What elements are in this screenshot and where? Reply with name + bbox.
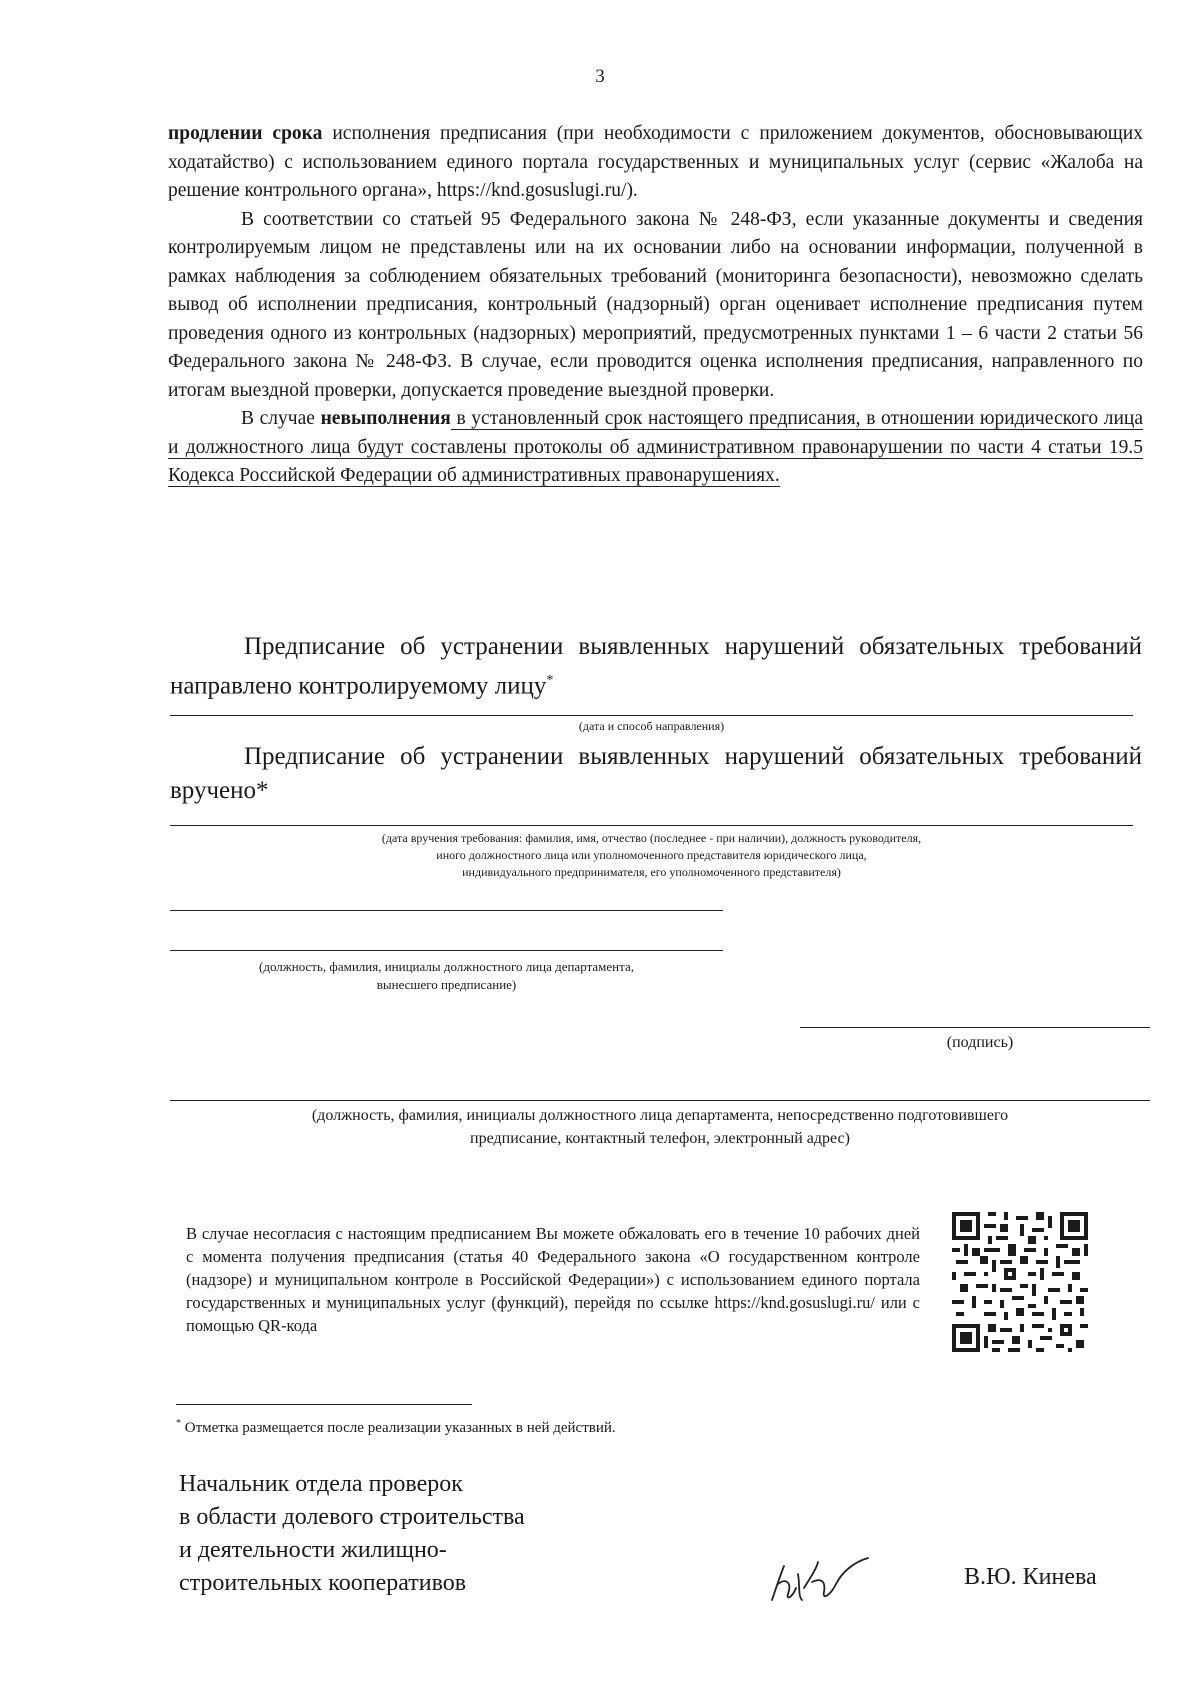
body-text <box>168 120 1143 491</box>
preparer-caption-line: предписание, контактный телефон, электронный адрес) <box>470 1130 850 1147</box>
issuer-line-2 <box>170 950 723 951</box>
issuer-line-1 <box>170 910 723 911</box>
page-number: 3 <box>595 66 605 87</box>
footnote-mark: * <box>176 1418 181 1429</box>
sent-date-line <box>170 715 1133 716</box>
signatory-title <box>179 1468 525 1600</box>
paragraph-extension <box>168 120 1143 206</box>
issuer-caption <box>170 958 723 994</box>
sent-caption: (дата и способ направления) <box>578 719 725 733</box>
footnote <box>176 1418 616 1437</box>
signatory-title-line: Начальник отдела проверок <box>179 1471 463 1497</box>
sent-statement-text: Предписание об устранении выявленных нарушений обязательных требований направлено контролируемому лицу <box>170 633 1142 700</box>
appeal-text: В случае несогласия с настоящим предписанием Вы можете обжаловать его в течение 10 рабочих дней с момента получения предписания (статья 40 Федерального закона «О государственном контроле (надзоре) и муниципальном контроле в Российской Федерации») с использованием единого портала государственных и муниципальных услуг (функций), перейдя по ссылке https://knd.gosuslugi.ru/ или с помощью QR-кода <box>186 1224 920 1335</box>
delivered-statement <box>170 740 1142 808</box>
issuer-caption-line: (должность, фамилия, инициалы должностного лица департамента, <box>259 959 634 974</box>
signatory-title-line: и деятельности жилищно- <box>179 1537 447 1563</box>
footnote-separator <box>176 1404 472 1405</box>
footnote-mark: * <box>546 673 554 688</box>
paragraph-non-compliance-text: в установленный срок настоящего предписания, в отношении юридического лица и должностного лица будут составлены протоколы об административном правонарушении по части 4 статьи 19.5 Кодекса Российской Федерации об административных правонарушениях. <box>168 408 1143 486</box>
footnote-mark: * <box>256 777 269 804</box>
preparer-caption-line: (должность, фамилия, инициалы должностного лица департамента, непосредственно подготовившего <box>311 1107 1009 1124</box>
paragraph-non-compliance-start: В случае <box>241 408 321 429</box>
delivered-caption-line: (дата вручения требования: фамилия, имя, отчество (последнее - при наличии), должность руководителя, <box>381 831 922 845</box>
delivered-caption <box>170 830 1133 881</box>
paragraph-article-95: В соответствии со статьей 95 Федерального закона № 248-ФЗ, если указанные документы и сведения контролируемым лицом не представлены или на их основании либо на основании информации, полученной в рамках наблюдения за соблюдением обязательных требований (мониторинга безопасности), невозможно сделать вывод об исполнении предписания, контрольный (надзорный) орган оценивает исполнение предписания путем проведения одного из контрольных (надзорных) мероприятий, предусмотренных пунктами 1 – 6 части 2 статьи 56 Федерального закона № 248-ФЗ. В случае, если проводится оценка исполнения предписания, направленного по итогам выездной проверки, допускается проведение выездной проверки. <box>168 208 1143 401</box>
footnote-text: Отметка размещается после реализации указанных в ней действий. <box>181 1420 616 1436</box>
preparer-caption <box>170 1104 1150 1150</box>
paragraph-extension-text: исполнения предписания (при необходимости с приложением документов, обосновывающих ходатайство) с использованием единого портала государственных и муниципальных услуг (сервис «Жалоба на решение контрольного органа», https://knd.gosuslugi.ru/). <box>168 123 1143 201</box>
handwritten-signature <box>764 1548 874 1608</box>
signature-line <box>800 1027 1150 1028</box>
issuer-caption-line: вынесшего предписание) <box>376 977 517 992</box>
signatory-name: В.Ю. Кинева <box>964 1564 1097 1590</box>
paragraph-non-compliance <box>168 405 1143 491</box>
delivered-caption-line: иного должностного лица или уполномоченного представителя юридического лица, <box>436 848 867 862</box>
delivered-statement-text: Предписание об устранении выявленных нарушений обязательных требований вручено <box>170 743 1142 804</box>
delivered-caption-line: индивидуального предпринимателя, его уполномоченного представителя) <box>462 865 841 879</box>
preparer-line <box>170 1100 1150 1101</box>
bold-phrase: продлении срока <box>168 123 323 144</box>
signature-caption: (подпись) <box>946 1034 1014 1051</box>
signatory-title-line: в области долевого строительства <box>179 1504 525 1530</box>
bold-phrase: невыполнения <box>320 408 451 429</box>
signatory-title-line: строительных кооперативов <box>179 1570 467 1596</box>
delivered-line <box>170 825 1133 826</box>
qr-code-icon[interactable] <box>952 1212 1088 1352</box>
sent-statement <box>170 630 1142 703</box>
